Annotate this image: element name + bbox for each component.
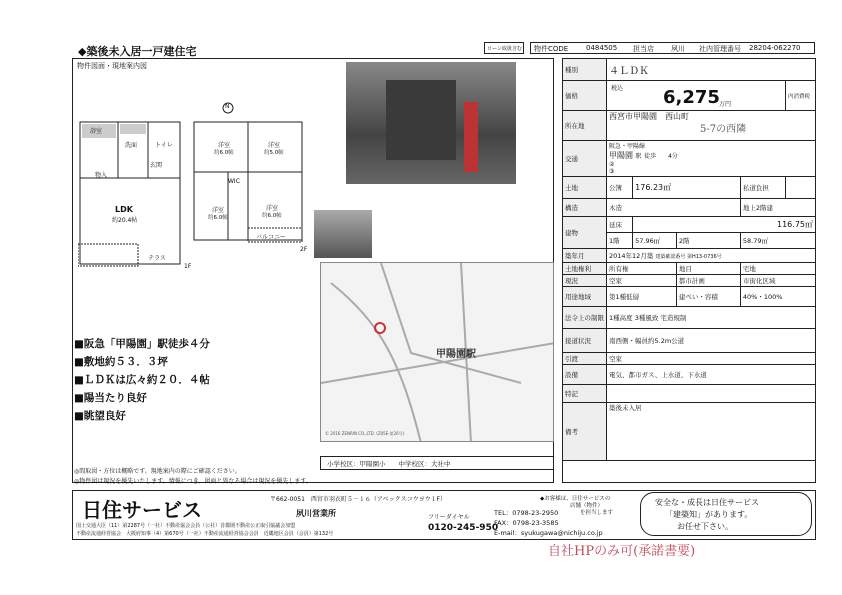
safety-line-2: 「建築知」があります。 (665, 510, 753, 519)
total-floor-label: 延床 (607, 217, 633, 233)
property-code-label: 物件CODE (534, 45, 569, 53)
road-label: 接道状況 (563, 329, 607, 353)
room-w3-size: 約6.0帖 (208, 215, 228, 221)
price-value: 6,275 (663, 87, 720, 108)
company-tel: TEL：0798-23-2950 (494, 509, 559, 517)
free-dial-label: フリーダイヤル (428, 514, 470, 521)
traffic-line: 阪急・甲陽線 (609, 143, 646, 150)
special-label: 特記 (563, 385, 607, 403)
built-value: 2014年12月築 (609, 252, 654, 260)
land-area: 176.23㎡ (633, 177, 741, 199)
restriction-value: 1種高度 3種風致 宅造規制 (607, 307, 816, 329)
road-value: 南西側・幅員約5.2m公道 (607, 329, 816, 353)
restriction-label: 法令上の制限 (563, 307, 607, 329)
floor-plan-caption: 物件図面・現地案内図 (77, 62, 147, 70)
land-cat-label: 地目 (676, 263, 740, 275)
handover-value: 空家 (607, 353, 816, 365)
land-cat-value: 宅地 (740, 263, 815, 275)
room-w2: 洋室 (268, 142, 281, 149)
price-unit: 万円 (719, 101, 732, 108)
feature-4: ■陽当たり良好 (74, 392, 147, 404)
room-w2-size: 約5.0帖 (264, 150, 284, 156)
total-floor-value: 116.75㎡ (633, 217, 816, 233)
floors-value: 地上2階建 (740, 199, 815, 217)
zoning-value: 第1種低層 (607, 287, 677, 307)
building-shape (386, 80, 456, 160)
handover-label: 引渡 (563, 353, 607, 365)
room-toilet: トイレ (155, 142, 173, 149)
traffic-cell (607, 141, 816, 177)
internal-no-label: 社内管理番号 (699, 45, 741, 53)
type-value: ４ＬＤＫ (607, 59, 816, 81)
facilities-label: 設備 (563, 365, 607, 385)
room-w1: 洋室 (218, 142, 231, 149)
company-license-2: 不動産流通経営協会 大阪府知事（4）第670号（一社）不動産流通経営協会会員 近畿地区会員（会員）第132号 (76, 531, 334, 537)
feature-1: ■阪急「甲陽園」駅徒歩４分 (74, 338, 210, 350)
north-mark: N (225, 103, 230, 110)
spec-table (562, 58, 816, 461)
built-label: 築年月 (563, 249, 607, 263)
safety-line-1: 安全な・成長は日住サービス (655, 498, 759, 507)
room-entrance: 玄関 (150, 162, 163, 169)
floor-2f-label: 2F (300, 246, 308, 253)
location-handwriting: 5-7の西隣 (700, 124, 747, 135)
company-address: 〒662-0051 西宮市羽衣町５－１６（アベックスコウヨウ１F） (270, 496, 447, 503)
exterior-photo (346, 62, 516, 184)
room-ldk-size: 約20.4帖 (112, 217, 138, 224)
floor2-label: 2階 (676, 233, 740, 249)
ratio-label: 建ぺい・容積 (676, 287, 740, 307)
room-w4: 洋室 (266, 205, 279, 212)
sign-shape (464, 102, 478, 172)
confirm-value: 建築確認番号 第H13-0736号 (655, 254, 722, 260)
company-fax: FAX：0798-23-3585 (494, 519, 559, 527)
traffic-extra-3: ③ (609, 168, 615, 175)
traffic-extra-2: ② (609, 161, 615, 168)
room-wash: 洗面 (125, 142, 138, 149)
traffic-walk: 徒歩 4分 (644, 153, 678, 160)
room-storage: 物入 (95, 172, 108, 179)
ratio-value: 40%・100% (740, 287, 815, 307)
school-district: 小学校区：甲陽園小 中学校区：大社中 (320, 456, 554, 470)
map-station: 甲陽園駅 (436, 349, 476, 360)
company-license: 国土交通大臣（11）第2287号（一社）不動産協会会員（公社）首都圏不動産公正取引協議会加盟 (76, 523, 296, 529)
land-label: 土地 (563, 177, 607, 199)
status-label: 現況 (563, 275, 607, 287)
company-branch: 夙川営業所 (296, 509, 336, 518)
price-cell (607, 81, 786, 111)
public-label: 公簿 (607, 177, 633, 199)
loan-label: ローン取扱含む (484, 42, 524, 54)
floor1-area: 57.96㎡ (633, 233, 677, 249)
note-2: ◎物件図は現況を優先いたします。情報につき、図面と異なる場合は現況を優先します。 (74, 478, 312, 485)
traffic-label: 交通 (563, 141, 607, 177)
safety-badge (640, 492, 812, 536)
location-value: 西宮市甲陽園 西山町 (607, 111, 816, 141)
traffic-station: 甲陽園 (609, 151, 633, 160)
feature-list (74, 336, 210, 426)
note-1: ◎間取図・方位は概略です。現地案内の際にご確認ください。 (74, 468, 241, 475)
footer-handwriting: 自社HPのみ可(承諾書要) (548, 544, 696, 559)
room-w1-size: 約6.0帖 (214, 150, 234, 156)
built-cell (607, 249, 816, 263)
badge-note-2: 店舗（物件） (570, 503, 604, 509)
floor1-label: 1階 (607, 233, 633, 249)
price-tax: 税込 (611, 85, 624, 92)
street-photo (314, 210, 372, 258)
room-w4-size: 約6.0帖 (262, 213, 282, 219)
room-terrace: テラス (148, 255, 166, 262)
building-label: 建物 (563, 217, 607, 249)
location-label: 所在地 (563, 111, 607, 141)
tax-label: 内消費税 (786, 81, 816, 111)
zoning-label: 用途地域 (563, 287, 607, 307)
floor-1f-label: 1F (184, 263, 192, 270)
rights-label: 土地権利 (563, 263, 607, 275)
type-label: 種別 (563, 59, 607, 81)
rights-value: 所有権 (607, 263, 677, 275)
traffic-station-row (609, 150, 813, 161)
structure-value: 木造 (607, 199, 741, 217)
plan-value: 市街化区域 (740, 275, 815, 287)
private-road-label: 私道負担 (740, 177, 785, 199)
store: 夙川 (671, 45, 685, 53)
room-w3: 洋室 (212, 207, 225, 214)
feature-3: ■ＬＤＫは広々約２０．４帖 (74, 374, 210, 386)
page-title: ◆築後未入居一戸建住宅 (78, 45, 197, 58)
status-value: 空家 (607, 275, 677, 287)
floor-plan (78, 100, 318, 270)
remarks-label: 備考 (563, 403, 607, 461)
feature-5: ■眺望良好 (74, 410, 126, 422)
facilities-value: 電気、都市ガス、上水道、下水道 (607, 365, 816, 385)
code-box (530, 42, 815, 54)
badge-note-3: を担当します (580, 510, 614, 516)
feature-2: ■敷地約５３．３坪 (74, 356, 168, 368)
safety-line-3: お任せ下さい。 (677, 522, 733, 531)
room-wic: WIC (228, 178, 240, 185)
floor2-area: 58.79㎡ (740, 233, 815, 249)
location-map (320, 262, 554, 442)
traffic-station-suffix: 駅 (635, 153, 642, 160)
property-code: 0484505 (586, 44, 618, 52)
plan-label: 都市計画 (676, 275, 740, 287)
property-marker-icon (373, 321, 387, 335)
company-email[interactable]: E-mail：syukugawa@nichiju.co.jp (494, 529, 603, 537)
store-label: 担当店 (633, 45, 654, 53)
company-logo: 日住サービス (82, 498, 202, 522)
room-ldk: LDK (115, 205, 133, 214)
free-dial[interactable]: 0120-245-950 (428, 523, 499, 533)
badge-note: ◆お客様は、日住サービスの (540, 496, 611, 502)
price-label: 価格 (563, 81, 607, 111)
room-bath: 浴室 (90, 128, 103, 135)
structure-label: 構造 (563, 199, 607, 217)
internal-no: 28204-062270 (749, 44, 801, 52)
room-balcony: バルコニー (256, 234, 287, 241)
map-copyright: © 2016 ZENRIN CO.,LTD. (Z05E-第26号) (325, 431, 405, 436)
remarks-value: 築後未入居 (607, 403, 816, 461)
